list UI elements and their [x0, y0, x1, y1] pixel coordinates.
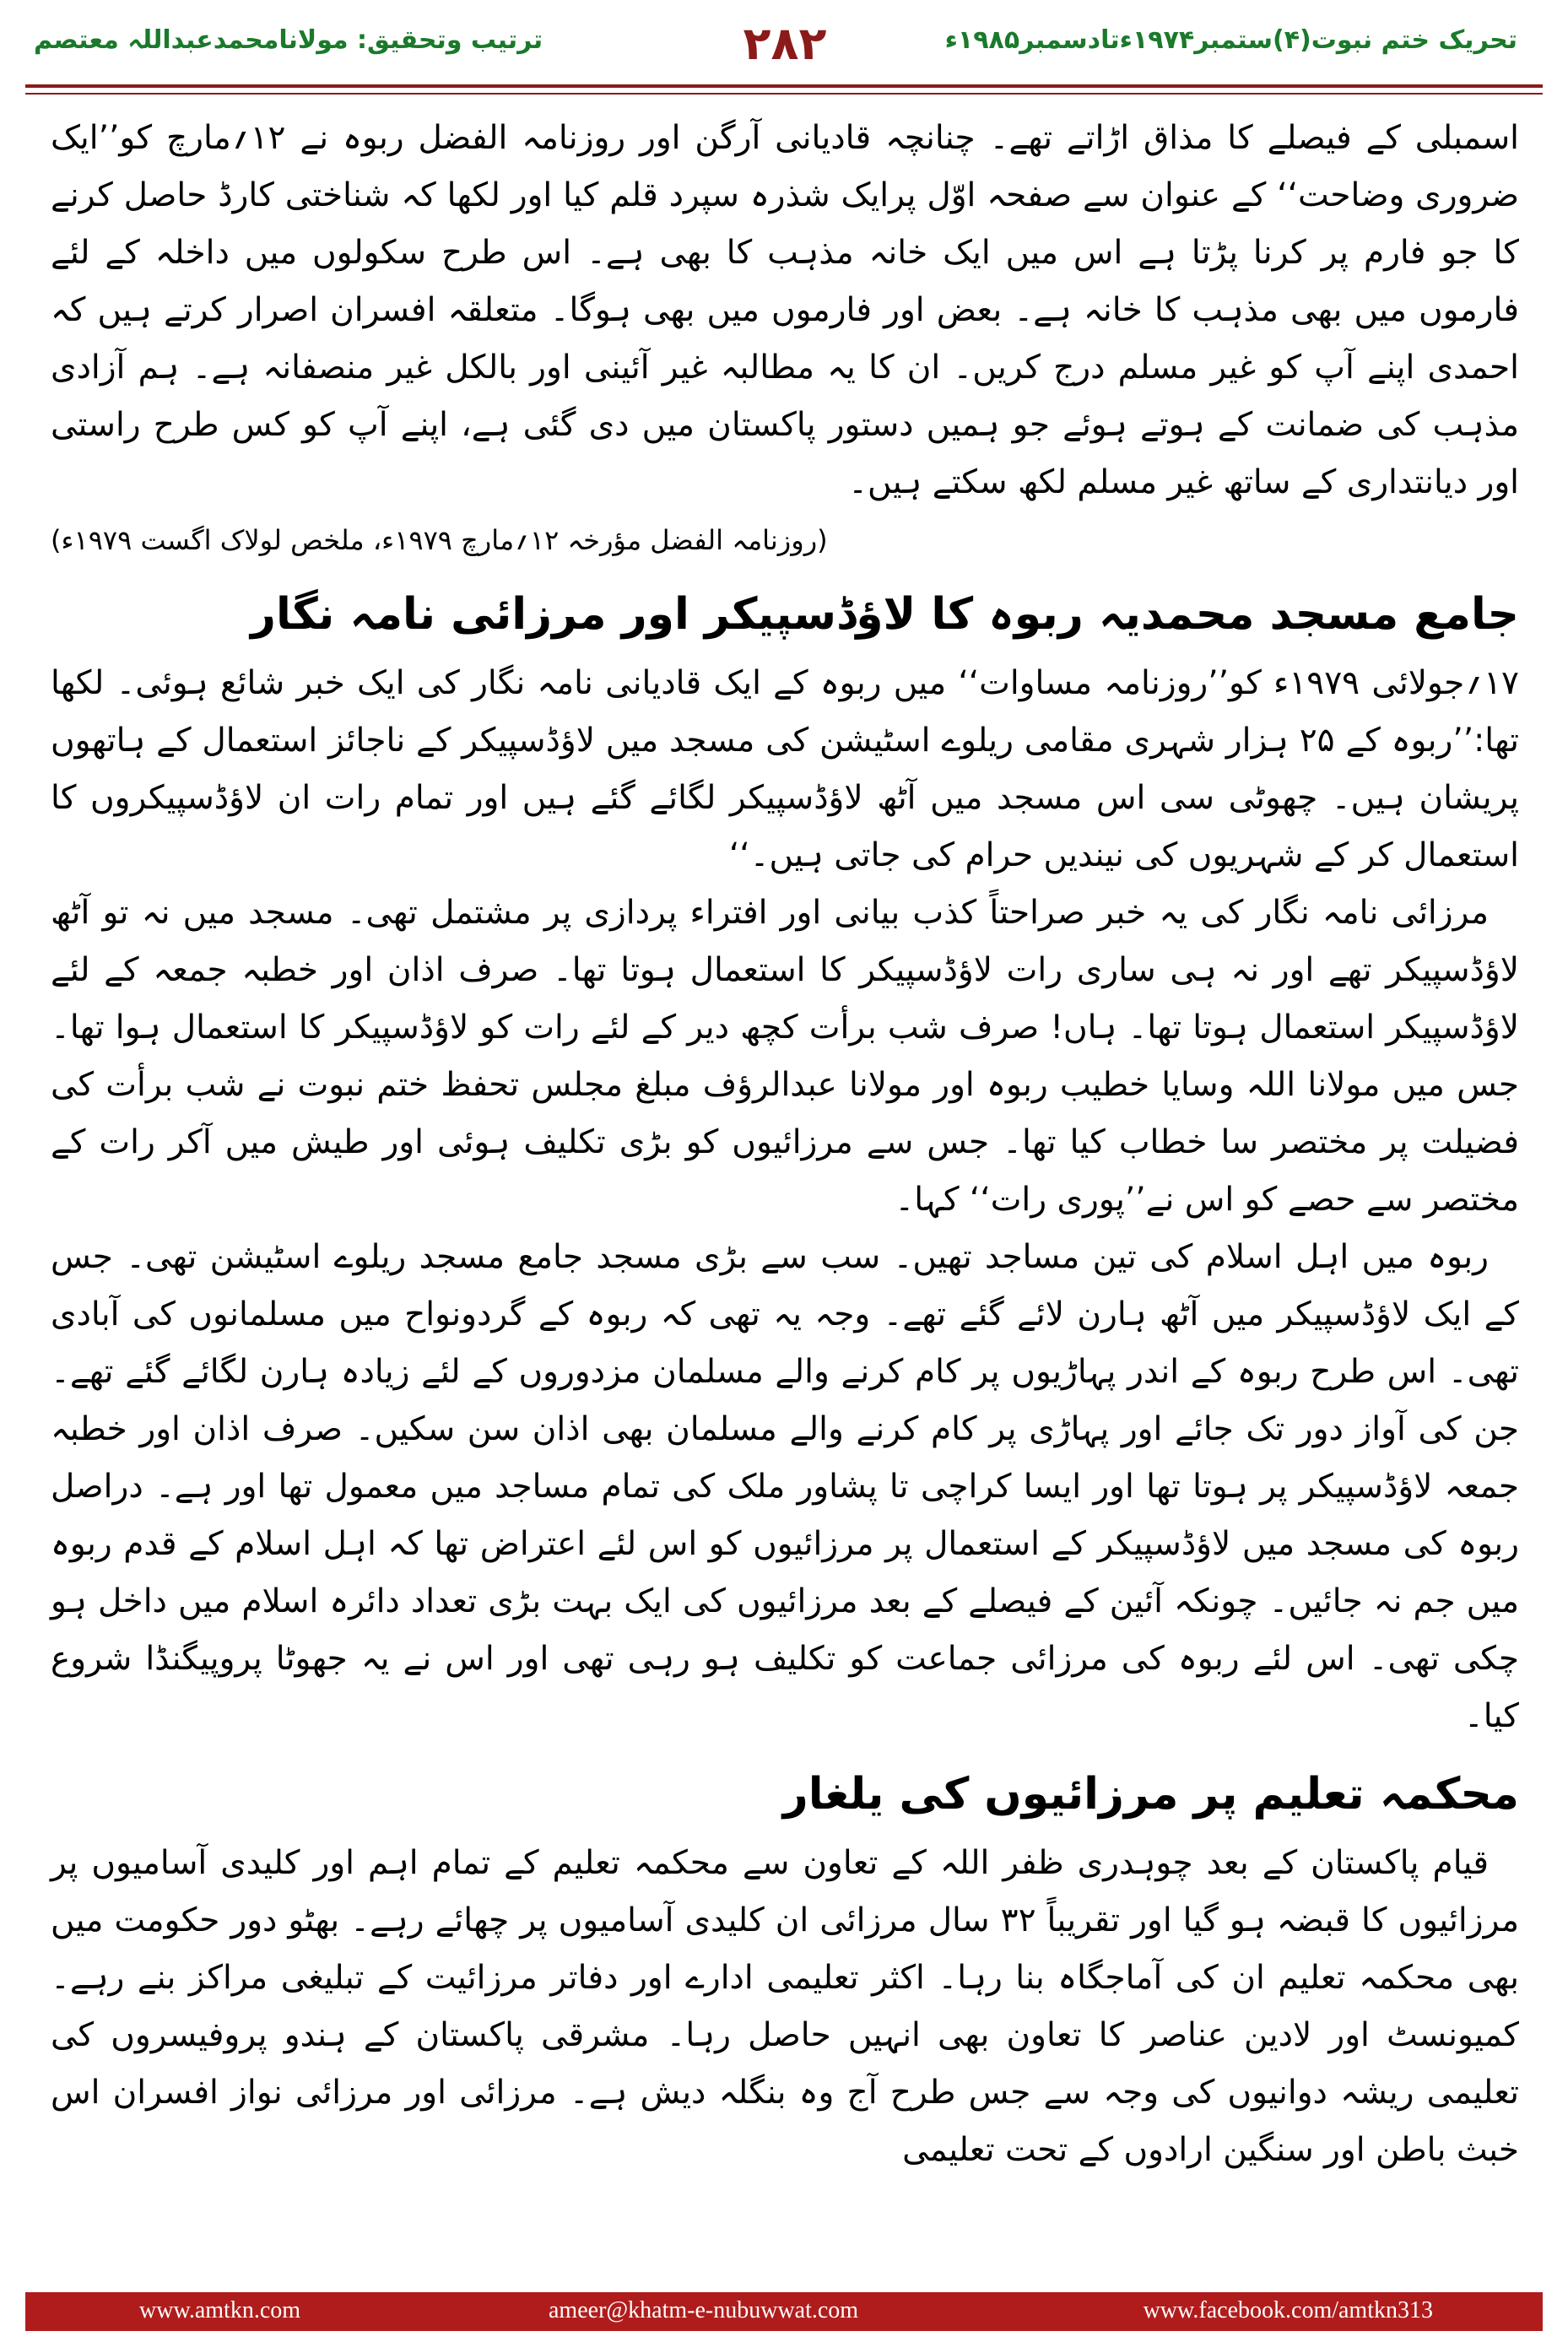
paragraph-3: مرزائی نامہ نگار کی یہ خبر صراحتاً کذب بیانی اور افتراء پردازی پر مشتمل تھی۔ مسجد میں نہ تو آٹھ لاؤڈسپیکر تھے اور نہ ہی ساری رات لاؤڈسپیکر کا استعمال ہوتا تھا۔ صرف اذان اور خطبہ جمعہ کے لئے لاؤڈسپیکر استعمال ہوتا تھا۔ ہاں! صرف شب برأت کچھ دیر کے لئے رات کو لاؤڈسپیکر کا استعمال ہوا تھا۔ جس میں مولانا اللہ وسایا خطیب ربوہ اور مولانا عبدالرؤف مبلغ مجلس تحفظ ختم نبوت نے شب برأت کی فضیلت پر مختصر سا خطاب کیا تھا۔ جس سے مرزائیوں کو بڑی تکلیف ہوئی اور طیش میں آکر رات کے مختصر سے حصے کو اس نے’’پوری رات‘‘ کہا۔: [51, 894, 1519, 1219]
page-number: ۲۸۲: [743, 17, 827, 70]
section-heading-2: محکمہ تعلیم پر مرزائیوں کی یلغار: [782, 1769, 1519, 1820]
paragraph-1: اسمبلی کے فیصلے کا مذاق اڑاتے تھے۔ چنانچہ قادیانی آرگن اور روزنامہ الفضل ربوہ نے ۱۲؍مارچ کو’’ایک ضروری وضاحت‘‘ کے عنوان سے صفحہ اوّل پرایک شذرہ سپرد قلم کیا اور لکھا کہ شناختی کارڈ حاصل کرنے کا جو فارم پر کرنا پڑتا ہے اس میں ایک خانہ مذہب کا بھی ہے۔ اس طرح سکولوں میں داخلہ کے لئے فارموں میں بھی مذہب کا خانہ ہے۔ بعض اور فارموں میں بھی ہوگا۔ متعلقہ افسران اصرار کرتے ہیں کہ احمدی اپنے آپ کو غیر مسلم درج کریں۔ ان کا یہ مطالبہ غیر آئینی اور بالکل غیر منصفانہ ہے۔ ہم آزادی مذہب کی ضمانت کے ہوتے ہوئے جو ہمیں دستور پاکستان میں دی گئی ہے، اپنے آپ کو کس طرح راستی اور دیانتداری کے ساتھ غیر مسلم لکھ سکتے ہیں۔: [51, 119, 1520, 501]
section-heading-1: جامع مسجد محمدیہ ربوہ کا لاؤڈسپیکر اور مرزائی نامہ نگار: [251, 589, 1519, 640]
page-footer: [25, 2292, 1543, 2331]
compiler-credit: ترتیب وتحقیق: مولانامحمدعبداللہ معتصم: [34, 25, 543, 55]
paragraph-2: ۱۷؍جولائی ۱۹۷۹ء کو’’روزنامہ مساوات‘‘ میں ربوہ کے ایک قادیانی نامہ نگار کی ایک خبر شائع ہوئی۔ لکھا تھا:’’ربوہ کے ۲۵ ہزار شہری مقامی ریلوے اسٹیشن کی مسجد میں لاؤڈسپیکر کے ناجائز استعمال کے ہاتھوں پریشان ہیں۔ چھوٹی سی اس مسجد میں آٹھ لاؤڈسپیکر لگائے گئے ہیں اور تمام رات ان لاؤڈسپیکروں کا استعمال کر کے شہریوں کی نیندیں حرام کی جاتی ہیں۔‘‘: [51, 664, 1520, 874]
running-title: تحریک ختم نبوت(۴)ستمبر۱۹۷۴ءتادسمبر۱۹۸۵ء: [944, 25, 1517, 55]
paragraph-5: قیام پاکستان کے بعد چوہدری ظفر اللہ کے تعاون سے محکمہ تعلیم کے تمام اہم اور کلیدی آسامیوں پر مرزائیوں کا قبضہ ہو گیا اور تقریباً ۳۲ سال مرزائی ان کلیدی آسامیوں پر چھائے رہے۔ بھٹو دور حکومت میں بھی محکمہ تعلیم ان کی آماجگاہ بنا رہا۔ اکثر تعلیمی ادارے اور دفاتر مرزائیت کے تبلیغی مراکز بنے رہے۔ کمیونسٹ اور لادین عناصر کا تعاون بھی انہیں حاصل رہا۔ مشرقی پاکستان کے ہندو پروفیسروں کی تعلیمی ریشہ دوانیوں کی وجہ سے جس طرح آج وہ بنگلہ دیش ہے۔ مرزائی اور مرزائی نواز افسران اس خبث باطن اور سنگین ارادوں کے تحت تعلیمی: [51, 1844, 1519, 2169]
facebook-link[interactable]: www.facebook.com/amtkn313: [1143, 2297, 1433, 2323]
paragraph-4: ربوہ میں اہل اسلام کی تین مساجد تھیں۔ سب سے بڑی مسجد جامع مسجد ریلوے اسٹیشن تھی۔ جس کے ایک لاؤڈسپیکر میں آٹھ ہارن لائے گئے تھے۔ وجہ یہ تھی کہ ربوہ کے گردونواح میں مسلمانوں کی آبادی تھی۔ اس طرح ربوہ کے اندر پہاڑیوں پر کام کرنے والے مسلمان مزدوروں کے لئے زیادہ ہارن لگائے گئے تھے۔ جن کی آواز دور تک جائے اور پہاڑی پر کام کرنے والے مسلمان بھی اذان سن سکیں۔ صرف اذان اور خطبہ جمعہ لاؤڈسپیکر پر ہوتا تھا اور ایسا کراچی تا پشاور ملک کی تمام مساجد میں معمول تھا اور ہے۔ دراصل ربوہ کی مسجد میں لاؤڈسپیکر کے استعمال پر مرزائیوں کو اس لئے اعتراض تھا کہ اہل اسلام کے قدم ربوہ میں جم نہ جائیں۔ چونکہ آئین کے فیصلے کے بعد مرزائیوں کی ایک بہت بڑی تعداد دائرہ اسلام میں داخل ہو چکی تھی۔ اس لئے ربوہ کی مرزائی جماعت کو تکلیف ہو رہی تھی اور اس نے یہ جھوٹا پروپیگنڈا شروع کیا۔: [51, 1238, 1519, 1735]
website-link[interactable]: www.amtkn.com: [139, 2297, 301, 2323]
citation: (روزنامہ الفضل مؤرخہ ۱۲؍مارچ ۱۹۷۹ء، ملخص لولاک اگست ۱۹۷۹ء): [51, 524, 828, 556]
page-header: [0, 0, 1568, 101]
page-body: [51, 110, 1519, 2179]
email-link[interactable]: ameer@khatm-e-nubuwwat.com: [549, 2297, 859, 2323]
header-rule: [25, 84, 1543, 95]
